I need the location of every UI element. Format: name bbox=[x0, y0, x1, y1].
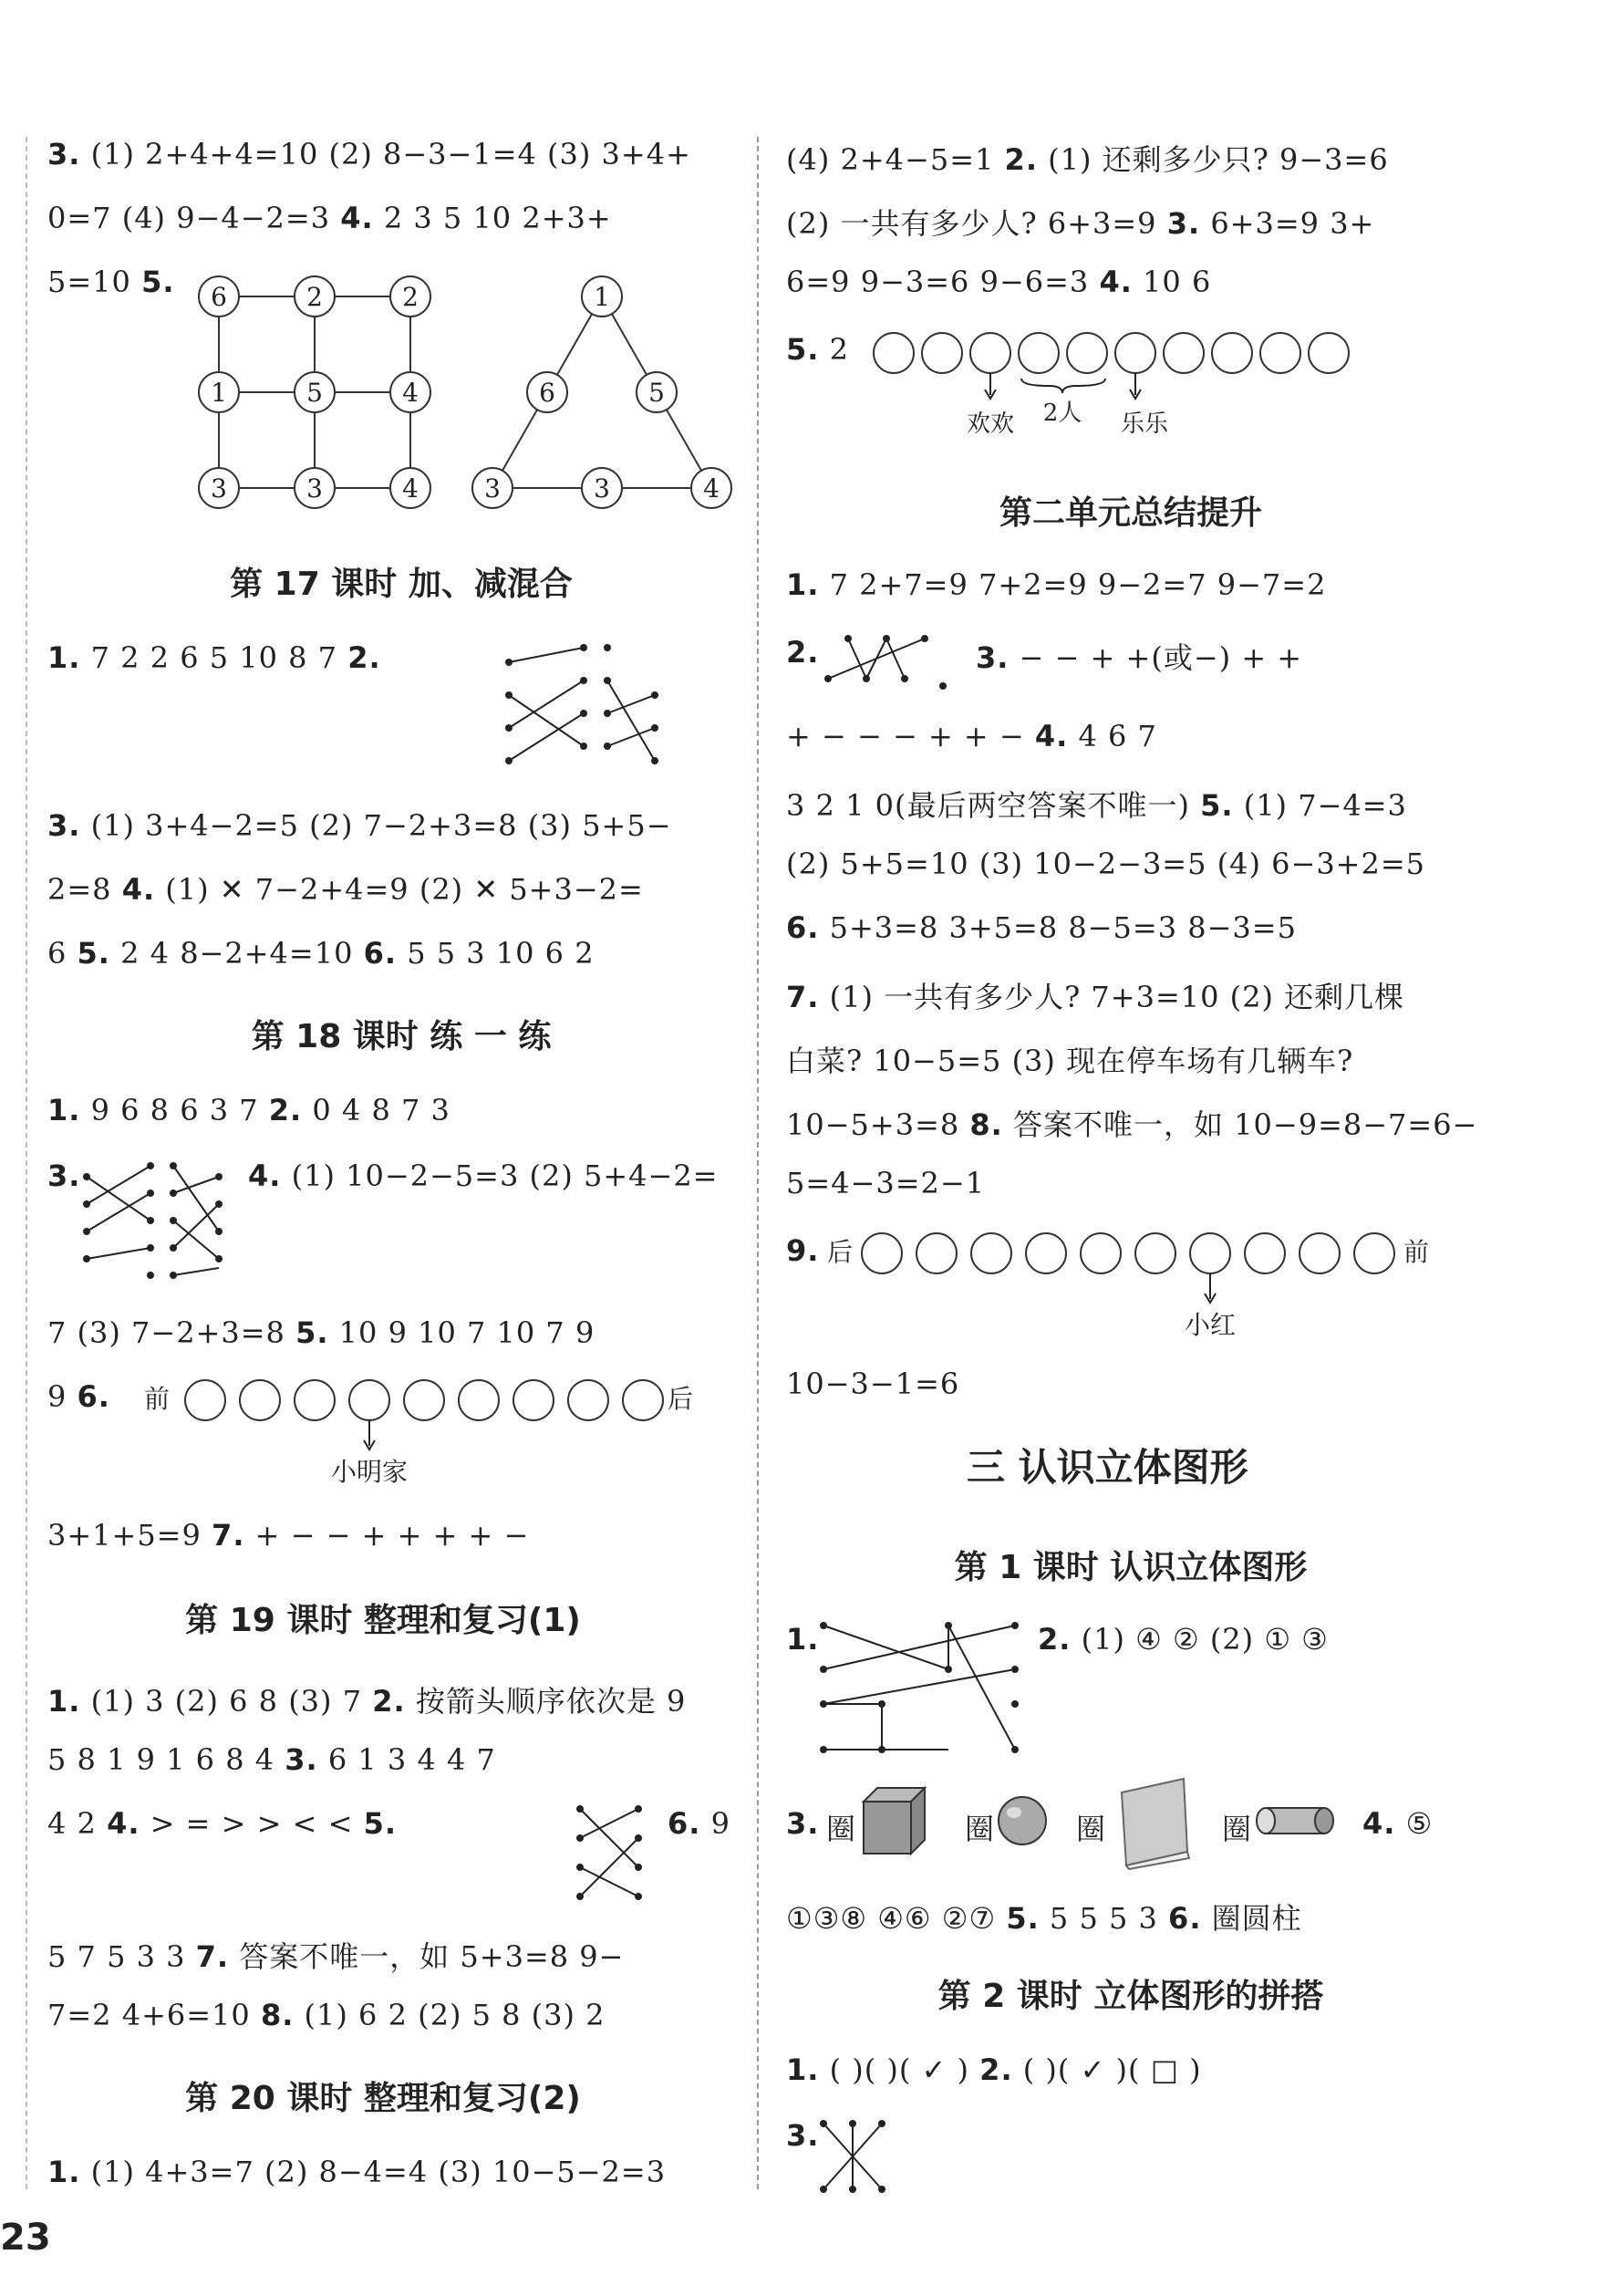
answer-line: 圈 bbox=[826, 1812, 857, 1846]
answer-line: + − − − + + − 4. 4 6 7 bbox=[786, 719, 1157, 753]
answer-line: 9 6. bbox=[47, 1379, 110, 1414]
svg-text:6: 6 bbox=[539, 378, 555, 408]
svg-text:后: 后 bbox=[668, 1384, 694, 1414]
answer-line: 7=2 4+6=10 8. (1) 6 2 (2) 5 8 (3) 2 bbox=[47, 1998, 606, 2032]
svg-text:3: 3 bbox=[306, 473, 323, 504]
answer-line: 2. (1) ④ ② (2) ① ③ bbox=[1038, 1622, 1329, 1657]
svg-text:3: 3 bbox=[484, 473, 501, 504]
lesson-heading: 第 19 课时 整理和复习(1) bbox=[185, 1602, 581, 1639]
answer-line: 4. (1) 10−2−5=3 (2) 5+4−2= bbox=[248, 1158, 719, 1193]
answer-line: 3+1+5=9 7. + − − + + + + − bbox=[47, 1518, 530, 1553]
answer-line: 7 (3) 7−2+3=8 5. 10 9 10 7 10 7 9 bbox=[47, 1315, 595, 1350]
answer-line: (4) 2+4−5=1 2. (1) 还剩多少只? 9−3=6 bbox=[786, 142, 1389, 177]
people-line-diagram bbox=[866, 324, 1377, 447]
answer-line: 4. ⑤ bbox=[1362, 1806, 1434, 1841]
answer-line: 1. bbox=[786, 1622, 820, 1657]
answer-line: 4 2 4. > = > > < < 5. bbox=[47, 1806, 397, 1841]
lesson-heading: 第 18 课时 练 一 练 bbox=[251, 1018, 552, 1055]
svg-text:4: 4 bbox=[402, 378, 419, 408]
answer-line: 1. (1) 3 (2) 6 8 (3) 7 2. 按箭头顺序依次是 9 bbox=[47, 1684, 687, 1719]
answer-line: 1. 7 2+7=9 7+2=9 9−2=7 9−7=2 bbox=[786, 567, 1327, 602]
answer-line: (2) 一共有多少人? 6+3=9 3. 6+3=9 3+ bbox=[786, 206, 1375, 241]
unit-heading: 三 认识立体图形 bbox=[967, 1445, 1248, 1490]
left-margin-rule bbox=[26, 137, 27, 2189]
svg-text:2: 2 bbox=[306, 282, 323, 312]
answer-line: 2. bbox=[786, 635, 820, 670]
answer-line: 白菜? 10−5=5 (3) 现在停车场有几辆车? bbox=[786, 1044, 1354, 1078]
svg-text:1: 1 bbox=[594, 282, 610, 312]
sphere-icon bbox=[996, 1794, 1049, 1847]
matching-lines-diagram bbox=[573, 1802, 646, 1911]
lesson-heading: 第 1 课时 认识立体图形 bbox=[954, 1549, 1308, 1586]
answer-line: ①③⑧ ④⑥ ②⑦ 5. 5 5 5 3 6. 圈圆柱 bbox=[786, 1901, 1302, 1936]
page-number: 23 bbox=[0, 2217, 51, 2259]
svg-text:4: 4 bbox=[703, 473, 720, 504]
svg-text:前: 前 bbox=[144, 1384, 171, 1414]
matching-lines-diagram bbox=[821, 629, 948, 693]
answer-line: 5=10 5. bbox=[47, 265, 175, 299]
lesson-heading: 第 20 课时 整理和复习(2) bbox=[185, 2080, 581, 2117]
answer-line: 6=9 9−3=6 9−6=3 4. 10 6 bbox=[786, 265, 1212, 299]
svg-text:5: 5 bbox=[648, 378, 665, 408]
answer-line: 3. bbox=[786, 2118, 820, 2153]
answer-line: 圈 bbox=[1076, 1812, 1107, 1846]
svg-text:小明家: 小明家 bbox=[330, 1457, 409, 1487]
answer-line: 9. bbox=[786, 1233, 820, 1268]
answer-line: 7. (1) 一共有多少人? 7+3=10 (2) 还剩几棵 bbox=[786, 980, 1405, 1014]
svg-text:4: 4 bbox=[402, 473, 419, 504]
answer-line: 圈 bbox=[965, 1812, 996, 1846]
answer-line: 5 7 5 3 3 7. 答案不唯一，如 5+3=8 9− bbox=[47, 1939, 625, 1974]
matching-lines-diagram bbox=[816, 2116, 889, 2198]
answer-line: 3. bbox=[47, 1158, 81, 1193]
answer-line: 5 8 1 9 1 6 8 4 3. 6 1 3 4 4 7 bbox=[47, 1742, 496, 1777]
answer-line: 6. 9 bbox=[668, 1806, 730, 1841]
svg-text:5: 5 bbox=[306, 378, 323, 408]
cube-icon bbox=[859, 1783, 927, 1861]
cylinder-icon bbox=[1255, 1804, 1337, 1837]
queue-diagram bbox=[137, 1373, 720, 1491]
lesson-heading: 第 17 课时 加、减混合 bbox=[230, 566, 573, 603]
answer-line: 3. − − + +(或−) + + bbox=[976, 640, 1303, 675]
svg-text:乐乐: 乐乐 bbox=[1120, 410, 1169, 438]
answer-line: 1. 7 2 2 6 5 10 8 7 2. bbox=[47, 640, 381, 675]
answer-line: 3. (1) 2+4+4=10 (2) 8−3−1=4 (3) 3+4+ bbox=[47, 137, 691, 171]
answer-line: 3. (1) 3+4−2=5 (2) 7−2+3=8 (3) 5+5− bbox=[47, 808, 672, 843]
answer-line: 2=8 4. (1) ✕ 7−2+4=9 (2) ✕ 5+3−2= bbox=[47, 872, 644, 907]
answer-line: 0=7 (4) 9−4−2=3 4. 2 3 5 10 2+3+ bbox=[47, 201, 612, 235]
svg-text:3: 3 bbox=[594, 473, 610, 504]
answer-line: 3 2 1 0(最后两空答案不唯一) 5. (1) 7−4=3 bbox=[786, 788, 1407, 823]
answer-line: 1. ( )( )( ✓ ) 2. ( )( ✓ )( □ ) bbox=[786, 2052, 1202, 2087]
queue-diagram bbox=[825, 1224, 1445, 1343]
answer-line: 圈 bbox=[1222, 1812, 1253, 1846]
svg-text:3: 3 bbox=[211, 473, 227, 504]
number-grid-diagram bbox=[182, 265, 748, 511]
svg-text:后: 后 bbox=[827, 1237, 854, 1267]
matching-lines-diagram bbox=[82, 1158, 228, 1286]
svg-text:2: 2 bbox=[402, 282, 419, 312]
answer-line: (2) 5+5=10 (3) 10−2−3=5 (4) 6−3+2=5 bbox=[786, 847, 1426, 881]
answer-line: 6 5. 2 4 8−2+4=10 6. 5 5 3 10 6 2 bbox=[47, 936, 595, 971]
svg-text:2人: 2人 bbox=[1042, 400, 1082, 427]
matching-lines-diagram bbox=[816, 1616, 1026, 1762]
answer-line: 1. 9 6 8 6 3 7 2. 0 4 8 7 3 bbox=[47, 1093, 450, 1127]
lesson-heading: 第 2 课时 立体图形的拼搭 bbox=[937, 1978, 1324, 2015]
matching-lines-diagram bbox=[500, 639, 664, 775]
svg-text:1: 1 bbox=[211, 378, 227, 408]
book-icon bbox=[1113, 1774, 1195, 1870]
answer-line: 3. bbox=[786, 1806, 820, 1841]
answer-line: 10−5+3=8 8. 答案不唯一，如 10−9=8−7=6− bbox=[786, 1107, 1478, 1142]
section-heading: 第二单元总结提升 bbox=[999, 494, 1262, 532]
answer-line: 10−3−1=6 bbox=[786, 1366, 960, 1401]
svg-text:前: 前 bbox=[1403, 1237, 1430, 1267]
answer-line: 6. 5+3=8 3+5=8 8−5=3 8−3=5 bbox=[786, 910, 1297, 945]
svg-text:欢欢: 欢欢 bbox=[966, 410, 1015, 438]
answer-line: 5=4−3=2−1 bbox=[786, 1166, 986, 1200]
answer-line: 1. (1) 4+3=7 (2) 8−4=4 (3) 10−5−2=3 bbox=[47, 2155, 667, 2189]
svg-text:小红: 小红 bbox=[1184, 1310, 1237, 1340]
column-divider bbox=[757, 137, 759, 2189]
svg-text:6: 6 bbox=[211, 282, 227, 312]
answer-line: 5. 2 bbox=[786, 332, 849, 367]
